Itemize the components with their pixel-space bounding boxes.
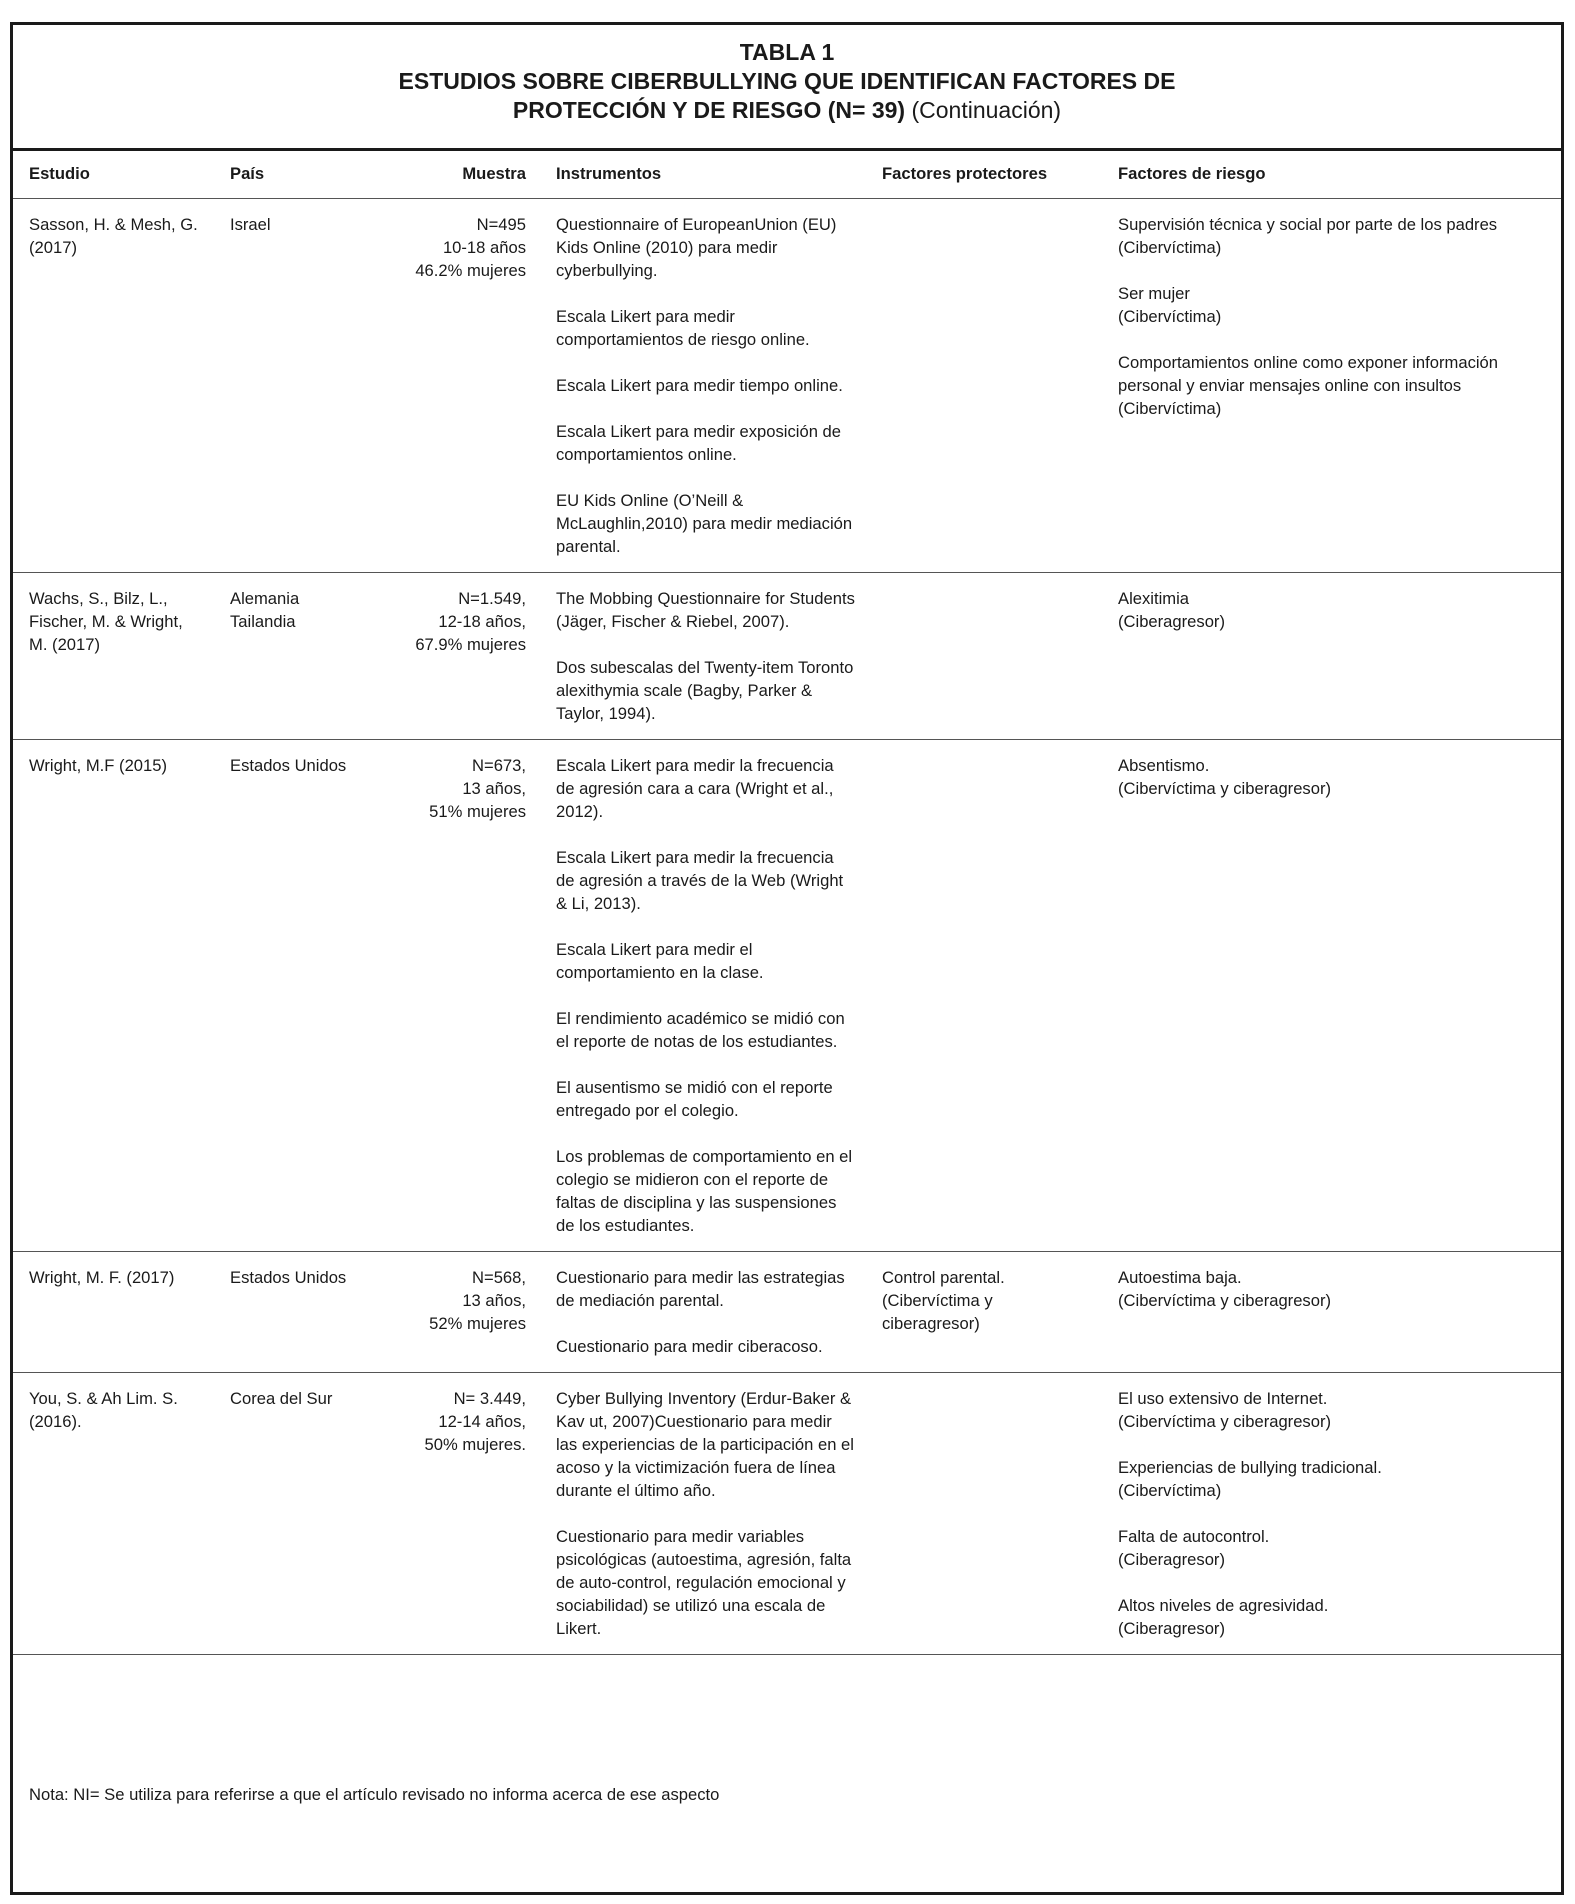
table-title-main: PROTECCIÓN Y DE RIESGO (N= 39) <box>512 97 906 123</box>
muestra-line: N=568, <box>472 1268 526 1287</box>
instrumento-item: El ausentismo se midió con el reporte entregado por el colegio. <box>556 1078 833 1120</box>
header-muestra: Muestra <box>390 149 540 199</box>
factor-riesgo-line: (Ciberagresor) <box>1118 1550 1225 1569</box>
instrumento-item: Cuestionario para medir variables psicológicas (autoestima, agresión, falta de auto-control, regulación emocional y sociabilidad) se utilizó una escala de Likert. <box>556 1527 852 1638</box>
cell-pais <box>214 1252 390 1373</box>
muestra-line: 51% mujeres <box>429 802 526 821</box>
muestra-line: N=673, <box>472 756 526 775</box>
instrumento-item: EU Kids Online (O’Neill & McLaughlin,2010) para medir mediación parental. <box>556 491 853 556</box>
factor-riesgo-line: (Cibervíctima) <box>1118 399 1222 418</box>
factor-protector-item <box>882 1266 1092 1335</box>
instrumento-item: Los problemas de comportamiento en el colegio se midieron con el reporte de faltas de disciplina y las suspensiones de los estudiantes. <box>556 1147 853 1235</box>
factor-riesgo-line: (Cibervíctima) <box>1118 238 1222 257</box>
instrumento-item: Escala Likert para medir comportamientos de riesgo online. <box>556 307 810 349</box>
factor-riesgo-item <box>1118 213 1551 259</box>
pais-line: Israel <box>230 215 271 234</box>
table-number: TABLA 1 <box>739 39 835 65</box>
cell-factores-protectores <box>866 199 1102 573</box>
pais-line: Alemania <box>230 589 300 608</box>
factor-protector-line: (Cibervíctima y ciberagresor) <box>882 1291 993 1333</box>
cell-pais <box>214 1373 390 1655</box>
instrumento-item: El rendimiento académico se midió con el reporte de notas de los estudiantes. <box>556 1009 845 1051</box>
instrumento-item: Escala Likert para medir el comportamiento en la clase. <box>556 940 764 982</box>
pais-line: Corea del Sur <box>230 1389 333 1408</box>
factor-riesgo-line: Altos niveles de agresividad. <box>1118 1596 1329 1615</box>
factor-riesgo-line: Experiencias de bullying tradicional. <box>1118 1458 1382 1477</box>
factor-riesgo-line: Supervisión técnica y social por parte de los padres <box>1118 215 1498 234</box>
cell-estudio: Wright, M.F (2015) <box>13 740 214 1252</box>
factor-riesgo-line: Autoestima baja. <box>1118 1268 1242 1287</box>
table-title-line-2 <box>13 96 1561 125</box>
cell-instrumentos <box>540 740 866 1252</box>
cell-estudio: You, S. & Ah Lim. S. (2016). <box>13 1373 214 1655</box>
table-title-line-1: ESTUDIOS SOBRE CIBERBULLYING QUE IDENTIFICAN FACTORES DE <box>398 68 1176 94</box>
pais-line: Estados Unidos <box>230 756 347 775</box>
factor-riesgo-line: (Cibervíctima) <box>1118 307 1222 326</box>
header-estudio: Estudio <box>13 149 214 199</box>
cell-instrumentos <box>540 1373 866 1655</box>
muestra-line: 10-18 años <box>442 238 526 257</box>
factor-riesgo-line: (Ciberagresor) <box>1118 612 1225 631</box>
factor-riesgo-line: (Cibervíctima y ciberagresor) <box>1118 1291 1332 1310</box>
cell-muestra <box>390 1373 540 1655</box>
factor-riesgo-item <box>1118 1456 1551 1502</box>
factor-riesgo-item <box>1118 1525 1551 1571</box>
muestra-line: 13 años, <box>462 1291 526 1310</box>
table-row <box>13 573 1561 740</box>
cell-pais <box>214 573 390 740</box>
cell-factores-protectores <box>866 1373 1102 1655</box>
table-body <box>13 199 1561 1655</box>
cell-factores-protectores <box>866 1252 1102 1373</box>
table-header-row <box>13 149 1561 199</box>
instrumento-item: Escala Likert para medir tiempo online. <box>556 376 843 395</box>
muestra-line: 67.9% mujeres <box>415 635 526 654</box>
muestra-line: 12-18 años, <box>438 612 526 631</box>
muestra-line: 52% mujeres <box>429 1314 526 1333</box>
factor-protector-line: Control parental. <box>882 1268 1005 1287</box>
instrumento-item: Escala Likert para medir la frecuencia de agresión a través de la Web (Wright & Li, 2013). <box>556 848 844 913</box>
instrumento-item: Cuestionario para medir ciberacoso. <box>556 1337 823 1356</box>
instrumento-item: Cuestionario para medir las estrategias de mediación parental. <box>556 1268 845 1310</box>
muestra-line: N=1.549, <box>458 589 526 608</box>
pais-line: Tailandia <box>230 612 296 631</box>
cell-pais <box>214 740 390 1252</box>
table-row <box>13 1252 1561 1373</box>
instrumento-item: The Mobbing Questionnaire for Students (Jäger, Fischer & Riebel, 2007). <box>556 589 855 631</box>
header-pais: País <box>214 149 390 199</box>
muestra-line: 13 años, <box>462 779 526 798</box>
factor-riesgo-line: (Cibervíctima y ciberagresor) <box>1118 779 1332 798</box>
factor-riesgo-line: El uso extensivo de Internet. <box>1118 1389 1328 1408</box>
table-title-block <box>13 25 1561 151</box>
factor-riesgo-line: Absentismo. <box>1118 756 1210 775</box>
cell-estudio: Sasson, H. & Mesh, G. (2017) <box>13 199 214 573</box>
factor-riesgo-line: (Cibervíctima) <box>1118 1481 1222 1500</box>
studies-table <box>13 149 1561 1655</box>
cell-factores-riesgo <box>1102 199 1561 573</box>
pais-line: Estados Unidos <box>230 1268 347 1287</box>
factor-riesgo-item <box>1118 587 1551 633</box>
factor-riesgo-item <box>1118 282 1551 328</box>
factor-riesgo-line: (Ciberagresor) <box>1118 1619 1225 1638</box>
factor-riesgo-line: Comportamientos online como exponer información personal y enviar mensajes online con insultos <box>1118 353 1499 395</box>
table-frame <box>10 22 1564 1895</box>
header-factores-protectores: Factores protectores <box>866 149 1102 199</box>
cell-estudio: Wright, M. F. (2017) <box>13 1252 214 1373</box>
factor-riesgo-item <box>1118 351 1551 420</box>
cell-factores-riesgo <box>1102 573 1561 740</box>
table-note: Nota: NI= Se utiliza para referirse a que el artículo revisado no informa acerca de ese aspecto <box>29 1785 720 1804</box>
table-title-continuation: (Continuación) <box>911 97 1062 123</box>
cell-factores-protectores <box>866 573 1102 740</box>
cell-factores-riesgo <box>1102 1252 1561 1373</box>
cell-instrumentos <box>540 199 866 573</box>
table-row <box>13 740 1561 1252</box>
table-row <box>13 199 1561 573</box>
factor-riesgo-item <box>1118 1594 1551 1640</box>
cell-instrumentos <box>540 1252 866 1373</box>
factor-riesgo-line: Ser mujer <box>1118 284 1190 303</box>
cell-muestra <box>390 1252 540 1373</box>
muestra-line: 46.2% mujeres <box>415 261 526 280</box>
factor-riesgo-line: Falta de autocontrol. <box>1118 1527 1270 1546</box>
cell-instrumentos <box>540 573 866 740</box>
muestra-line: N=495 <box>476 215 526 234</box>
instrumento-item: Escala Likert para medir exposición de comportamientos online. <box>556 422 842 464</box>
muestra-line: N= 3.449, <box>453 1389 526 1408</box>
factor-riesgo-item <box>1118 1387 1551 1433</box>
cell-pais <box>214 199 390 573</box>
header-instrumentos: Instrumentos <box>540 149 866 199</box>
factor-riesgo-item <box>1118 1266 1551 1312</box>
muestra-line: 12-14 años, <box>438 1412 526 1431</box>
factor-riesgo-line: Alexitimia <box>1118 589 1190 608</box>
cell-estudio: Wachs, S., Bilz, L., Fischer, M. & Wright, M. (2017) <box>13 573 214 740</box>
instrumento-item: Questionnaire of EuropeanUnion (EU) Kids Online (2010) para medir cyberbullying. <box>556 215 837 280</box>
cell-muestra <box>390 199 540 573</box>
cell-factores-riesgo <box>1102 740 1561 1252</box>
table-row <box>13 1373 1561 1655</box>
muestra-line: 50% mujeres. <box>424 1435 526 1454</box>
instrumento-item: Cyber Bullying Inventory (Erdur-Baker & Kav ut, 2007)Cuestionario para medir las experiencias de la participación en el acoso y la victimización fuera de línea durante el último año. <box>556 1389 854 1500</box>
cell-muestra <box>390 573 540 740</box>
header-factores-riesgo: Factores de riesgo <box>1102 149 1561 199</box>
cell-factores-protectores <box>866 740 1102 1252</box>
instrumento-item: Escala Likert para medir la frecuencia de agresión cara a cara (Wright et al., 2012). <box>556 756 834 821</box>
cell-muestra <box>390 740 540 1252</box>
factor-riesgo-line: (Cibervíctima y ciberagresor) <box>1118 1412 1332 1431</box>
factor-riesgo-item <box>1118 754 1551 800</box>
instrumento-item: Dos subescalas del Twenty-item Toronto alexithymia scale (Bagby, Parker & Taylor, 1994). <box>556 658 854 723</box>
cell-factores-riesgo <box>1102 1373 1561 1655</box>
